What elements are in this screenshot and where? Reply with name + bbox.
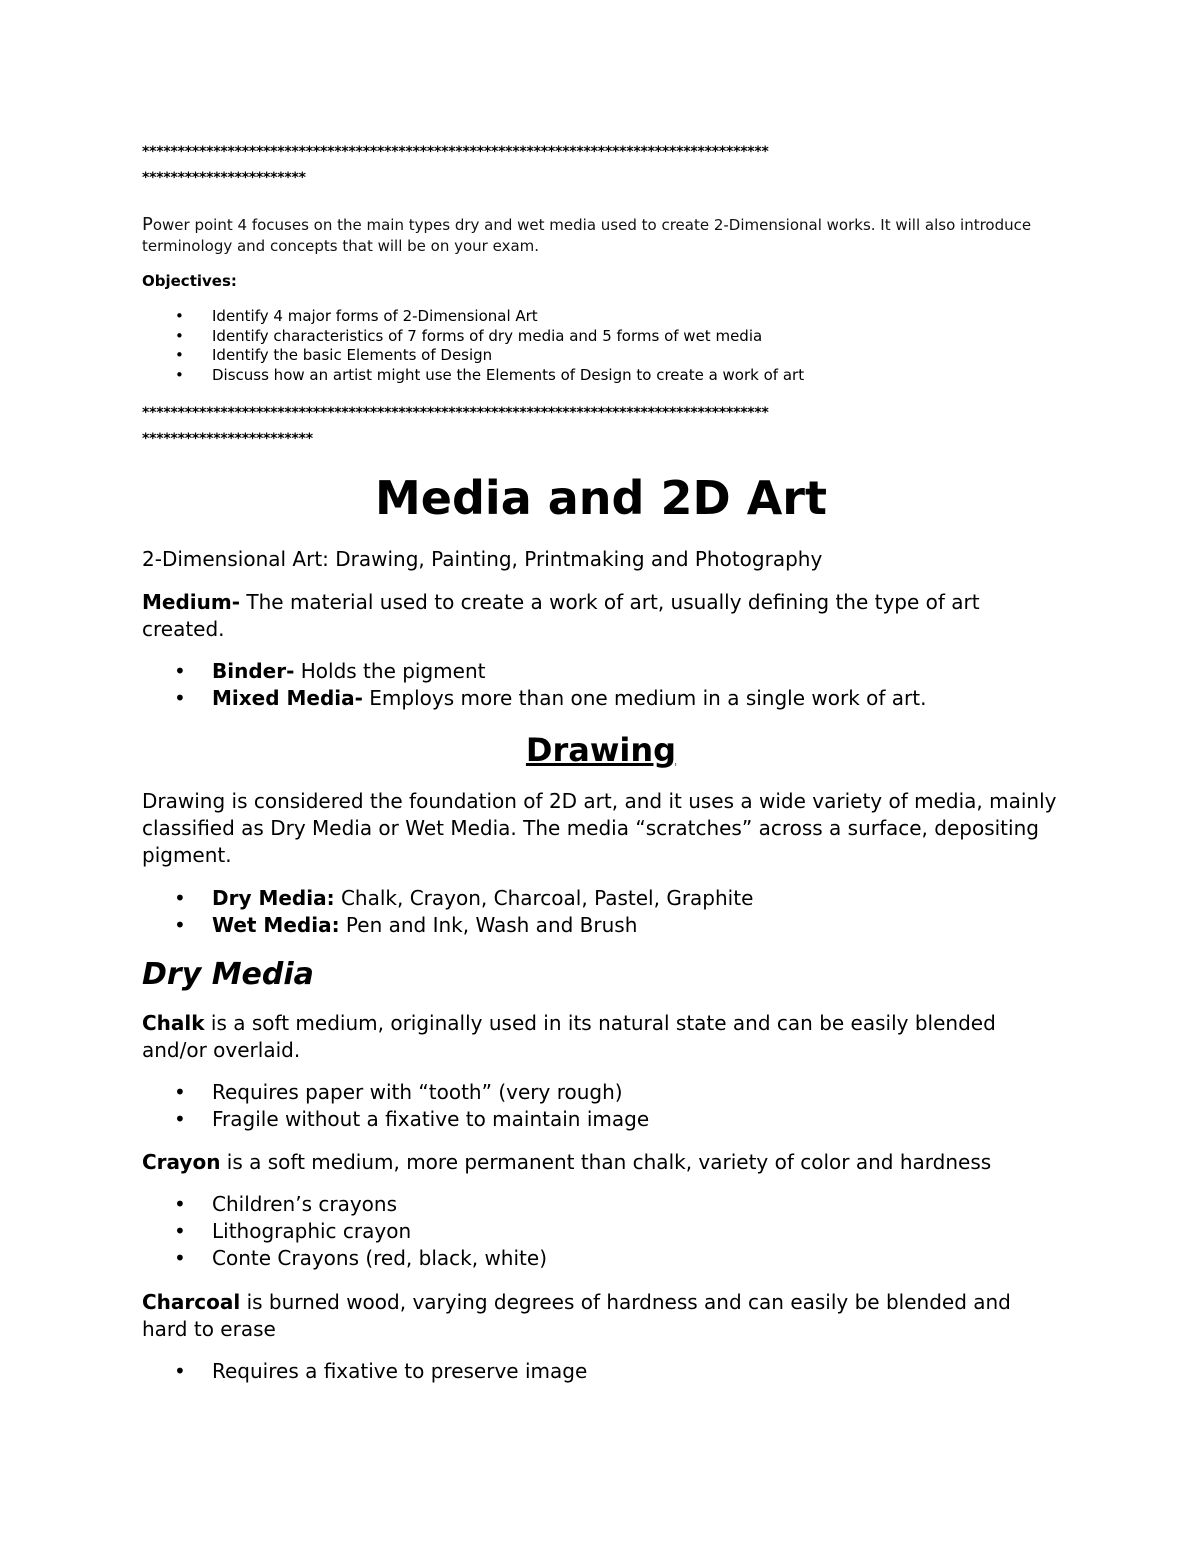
charcoal-text: is burned wood, varying degrees of hardness and can easily be blended and hard to erase <box>142 1290 1011 1341</box>
charcoal-list <box>142 1358 587 1385</box>
crayon-text: is a soft medium, more permanent than chalk, variety of color and hardness <box>220 1150 992 1174</box>
medium-list <box>142 658 926 712</box>
list-item <box>142 912 753 939</box>
medium-definition-text: The material used to create a work of art, usually defining the type of art created. <box>142 590 980 641</box>
binder-term: Binder- <box>212 659 295 683</box>
objective-item: • Discuss how an artist might use the Elements of Design to create a work of art <box>142 366 804 386</box>
intro-lead-rest: ower point 4 <box>152 216 248 234</box>
list-item: • Requires a fixative to preserve image <box>142 1358 587 1385</box>
list-item <box>142 885 753 912</box>
chalk-list <box>142 1079 649 1133</box>
dry-media-heading: Dry Media <box>142 957 314 992</box>
page-title: Media and 2D Art <box>375 471 827 525</box>
dry-media-text: Chalk, Crayon, Charcoal, Pastel, Graphite <box>334 886 754 910</box>
intro-text: focuses on the main types dry and wet media used to create 2-Dimensional works. It will also introduce terminology and concepts that will be on your exam. <box>142 216 1032 255</box>
dry-media-term: Dry Media: <box>212 886 335 910</box>
wet-media-term: Wet Media: <box>212 913 340 937</box>
wet-media-text: Pen and Ink, Wash and Brush <box>339 913 638 937</box>
medium-definition <box>142 589 1060 643</box>
subtitle: 2-Dimensional Art: Drawing, Painting, Printmaking and Photography <box>142 547 823 571</box>
separator-top-line-1: **************************************************************************************** <box>142 144 769 160</box>
list-item: • Children’s crayons <box>142 1191 547 1218</box>
charcoal-paragraph <box>142 1289 1060 1343</box>
crayon-term: Crayon <box>142 1150 221 1174</box>
separator-bottom-line-1: **************************************************************************************** <box>142 405 769 421</box>
mixed-media-term: Mixed Media- <box>212 686 363 710</box>
crayon-paragraph <box>142 1149 1102 1176</box>
objective-item: • Identify the basic Elements of Design <box>142 346 804 366</box>
drawing-heading: Drawing <box>525 731 677 769</box>
list-item <box>142 685 926 712</box>
separator-top-line-2: *********************** <box>142 170 306 186</box>
objectives-list <box>142 307 804 385</box>
chalk-term: Chalk <box>142 1011 205 1035</box>
chalk-paragraph <box>142 1010 1060 1064</box>
separator-bottom-line-2: ************************ <box>142 431 313 447</box>
drawing-media-list <box>142 885 753 939</box>
crayon-list <box>142 1191 547 1272</box>
list-item: • Conte Crayons (red, black, white) <box>142 1245 547 1272</box>
list-item <box>142 658 926 685</box>
intro-lead-letter: P <box>142 214 153 235</box>
objective-item: • Identify 4 major forms of 2-Dimensional Art <box>142 307 804 327</box>
list-item: • Fragile without a fixative to maintain image <box>142 1106 649 1133</box>
mixed-media-text: Employs more than one medium in a single work of art. <box>362 686 927 710</box>
medium-term: Medium- <box>142 590 241 614</box>
chalk-text: is a soft medium, originally used in its natural state and can be easily blended and/or overlaid. <box>142 1011 996 1062</box>
drawing-paragraph: Drawing is considered the foundation of 2D art, and it uses a wide variety of media, mainly classified as Dry Media or Wet Media. The media “scratches” across a surface, depositing pigment. <box>142 789 1057 867</box>
list-item: • Requires paper with “tooth” (very rough) <box>142 1079 649 1106</box>
binder-text: Holds the pigment <box>294 659 486 683</box>
list-item: • Lithographic crayon <box>142 1218 547 1245</box>
intro-paragraph <box>142 214 1060 257</box>
objectives-label: Objectives: <box>142 272 237 290</box>
objective-item: • Identify characteristics of 7 forms of dry media and 5 forms of wet media <box>142 327 804 347</box>
charcoal-term: Charcoal <box>142 1290 241 1314</box>
